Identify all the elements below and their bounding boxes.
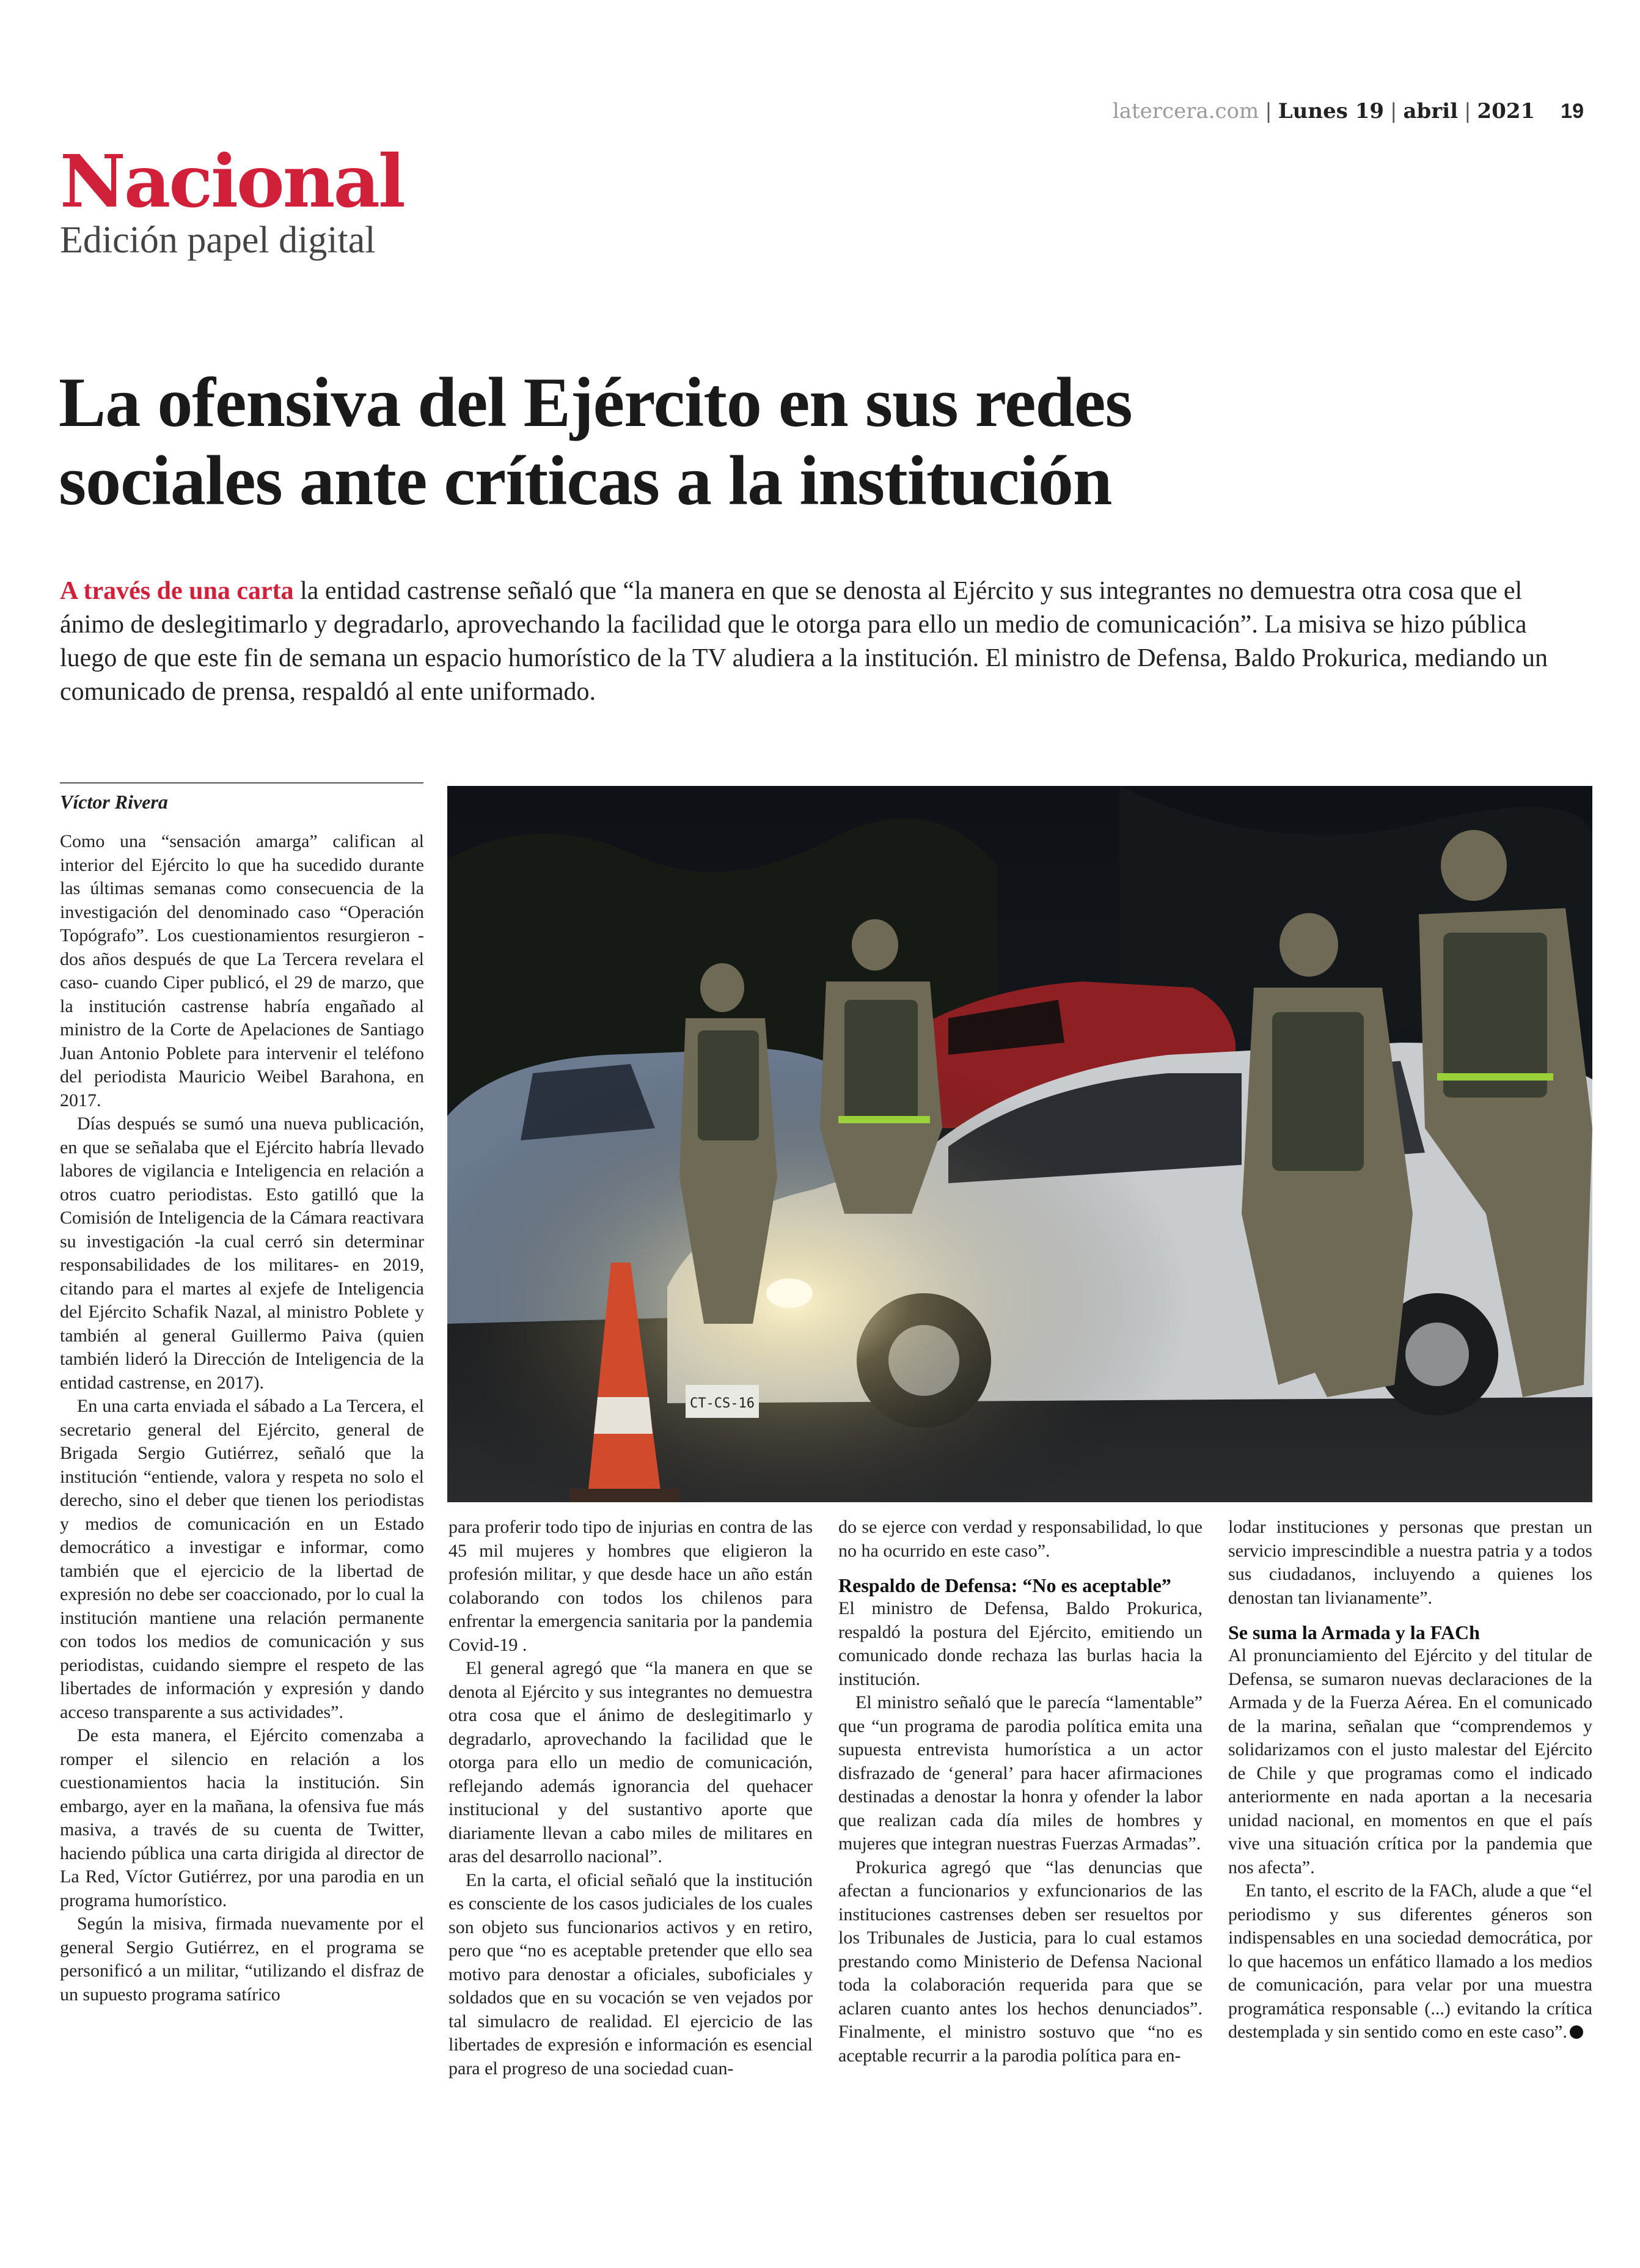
headline-line-1: La ofensiva del Ejército en sus redes [59,364,1132,442]
body-paragraph: El ministro señaló que le parecía “lamentable” que “un programa de parodia política emita una supuesta entrevista humorística a un actor disfrazado de ‘general’ para hacer afirmaciones destinadas a denostar la honra y ofender la labor que realizan cada día miles de hombres y mujeres que integran nuestras Fuerzas Armadas”. [838,1692,1203,1854]
body-paragraph: lodar instituciones y personas que prestan un servicio imprescindible a nuestra patria y a todos sus ciudadanos, incluyendo a quienes los denostan tan livianamente”. [1228,1517,1592,1608]
body-paragraph: El general agregó que “la manera en que se denota al Ejército y sus integrantes no demuestra otra cosa que el ánimo de deslegitimarlo y degradarlo, aprovechando la facilidad que le otorga para ello un medio de comunicación, reflejando además ignorancia del quehacer institucional y del sustantivo aporte que diariamente llevan a cabo miles de militares en aras del desarrollo nacional”. [448,1658,813,1866]
body-paragraph-final [1228,1879,1592,2044]
masthead-year: 2021 [1477,99,1536,123]
body-column-2 [448,1516,813,2080]
body-paragraph: El ministro de Defensa, Baldo Prokurica, respaldó la postura del Ejército, emitiendo un comunicado donde rechaza las burlas hacia la institución. [838,1598,1203,1689]
body-column-3 [838,1516,1203,2068]
headline [59,364,1586,520]
lead-kicker: A través de una carta [60,577,294,605]
body-paragraph: Prokurica agregó que “las denuncias que afectan a funcionarios y exfuncionarios de las instituciones castrenses deben ser resueltos por los Tribunales de Justicia, para lo cual estamos prestando como Ministerio de Defensa Nacional toda la colaboración requerida para que se aclaren cuanto antes los hechos denunciados”. Finalmente, el ministro sostuvo que “no es aceptable recurrir a la parodia política para en- [838,1857,1203,2066]
masthead: latercera.com | Lunes 19 | abril | 2021 19 [1112,99,1584,123]
body-column-4 [1228,1516,1592,2044]
masthead-day: Lunes 19 [1278,99,1385,123]
byline: Víctor Rivera [60,782,423,813]
masthead-month: abril [1403,99,1459,123]
night-checkpoint-photo [447,786,1592,1502]
subhead-defense: Respaldo de Defensa: “No es aceptable” [838,1574,1171,1596]
site-name[interactable]: latercera.com [1112,99,1259,123]
body-paragraph: De esta manera, el Ejército comenzaba a romper el silencio en relación a los cuestionamientos hacia la institución. Sin embargo, ayer en la mañana, la ofensiva fue más masiva, a través de su cuenta de Twitter, haciendo pública una carta dirigida al director de La Red, Víctor Gutiérrez, por una parodia en un programa humorístico. [60,1725,424,1910]
section-title: Nacional [60,139,404,224]
body-paragraph: Días después se sumó una nueva publicación, en que se señalaba que el Ejército habría llevado labores de vigilancia e Inteligencia en relación a otros cuatro periodistas. Esto gatilló que la Comisión de Inteligencia de la Cámara reactivara su investigación -la cual cerró sin determinar responsabilidades de los militares- en 2019, citando para el martes al exjefe de Inteligencia del Ejército Schafik Nazal, al ministro Poblete y también al general Guillermo Paiva (quien también lideró la Dirección de Inteligencia de la entidad castrense, en 2017). [60,1114,424,1393]
body-paragraph: En la carta, el oficial señaló que la institución es consciente de los casos judiciales de los cuales son objeto sus funcionarios activos y en retiro, pero que “no es aceptable pretender que ello sea motivo para denostar a oficiales, suboficiales y soldados que en su vocación se ven vejados por tal simulacro de realidad. El ejercicio de las libertades de expresión e información es esencial para el progreso de una sociedad cuan- [448,1870,813,2079]
body-paragraph: En una carta enviada el sábado a La Tercera, el secretario general del Ejército, general de Brigada Sergio Gutiérrez, señaló que la institución “entiende, valora y respeta no solo el derecho, sino el deber que tienen los periodistas y medios de comunicación en un Estado democrático a investigar e informar, como también que el ejercicio de la libertad de expresión no debe ser coaccionado, por lo cual la institución mantiene una relación permanente con todos los medios de comunicación y sus periodistas, cuidando siempre el respeto de las libertades de información y expresión y dando acceso transparente a sus actividades”. [60,1396,424,1722]
article-photo [447,786,1592,1502]
end-of-article-icon [1570,2025,1583,2039]
body-paragraph: Al pronunciamiento del Ejército y del titular de Defensa, se sumaron nuevas declaraciones de la Armada y de la Fuerza Aérea. En el comunicado de la marina, señalan que “comprendemos y solidarizamos con el justo malestar del Ejército de Chile y que programas como el indicado anteriormente en nada aportan a la necesaria unidad nacional, en momentos en que el país vive una situación crítica por la pandemia que nos afecta”. [1228,1645,1592,1877]
body-paragraph: Según la misiva, firmada nuevamente por el general Sergio Gutiérrez, en el programa se personificó a un militar, “utilizando el disfraz de un supuesto programa satírico [60,1914,424,2005]
headline-line-2: sociales ante críticas a la institución [59,441,1112,520]
lead-text: la entidad castrense señaló que “la manera en que se denosta al Ejército y sus integrantes no demuestra otra cosa que el ánimo de deslegitimarlo y degradarlo, aprovechando la facilidad que le otorga para ello un medio de comunicación”. La misiva se hizo pública luego de que este fin de semana un espacio humorístico de la TV aludiera a la institución. El ministro de Defensa, Baldo Prokurica, mediando un comunicado de prensa, respaldó al ente uniformado. [60,577,1548,706]
body-paragraph: do se ejerce con verdad y responsabilidad, lo que no ha ocurrido en este caso”. [838,1517,1203,1561]
subhead-armada-fach: Se suma la Armada y la FACh [1228,1621,1480,1643]
body-paragraph: para proferir todo tipo de injurias en contra de las 45 mil mujeres y hombres que eligieron la profesión militar, y que desde hace un año están colaborando con todos los chilenos para enfrentar la emergencia sanitaria por la pandemia Covid-19 . [448,1517,813,1655]
edition-label: Edición papel digital [60,219,376,261]
vehicle-plate: CT-CS-16 [690,1396,755,1411]
body-column-1 [60,830,424,2006]
lead-paragraph [60,574,1581,709]
page-number: 19 [1561,100,1584,123]
body-paragraph: Como una “sensación amarga” califican al interior del Ejército lo que ha sucedido durante las últimas semanas como consecuencia de la investigación del denominado caso “Operación Topógrafo”. Los cuestionamientos resurgieron -dos años después de que La Tercera revelara el caso- cuando Ciper publicó, el 29 de marzo, que la institución castrense habría engañado al ministro de la Corte de Apelaciones de Santiago Juan Antonio Poblete para intervenir el teléfono del periodista Mauricio Weibel Barahona, en 2017. [60,831,424,1110]
final-paragraph-text: En tanto, el escrito de la FACh, alude a que “el periodismo y sus diferentes géneros son indispensables en una sociedad democrática, por lo que hacemos un enfático llamado a los medios de comunicación, para velar por una muestra programática responsable (...) evitando la crítica destemplada y sin sentido como en este caso”. [1228,1881,1592,2042]
